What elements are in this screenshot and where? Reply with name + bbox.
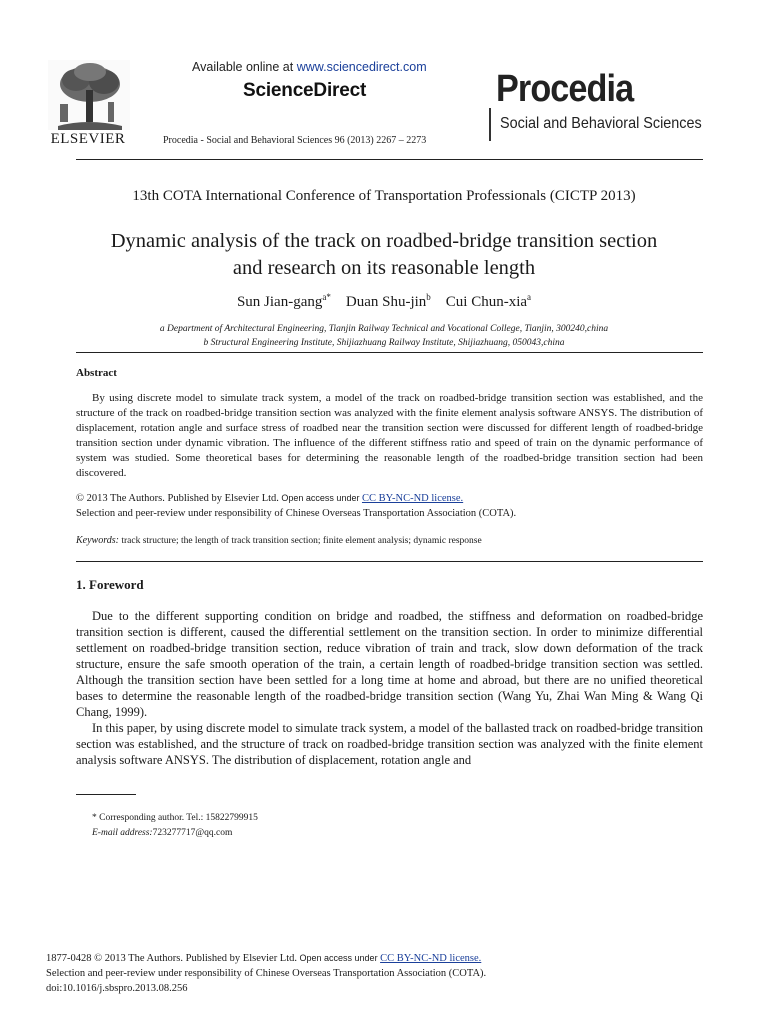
author-affil-mark: a* — [322, 292, 331, 302]
body-text — [76, 608, 703, 768]
paragraph: Due to the different supporting condition on bridge and roadbed, the stiffness and deformation on roadbed-bridge transition section is different, caused the differential settlement on the transition section. In order to minimize differential settlement on roadbed-bridge transition section, reduce vibration of train and track, slow down deformation of the track structure, ensure the safe smooth operation of the train, a certain length of roadbed-bridge transition section was settled. Although the transition section have been settled for a long time at home and abroad, but there are no unified theoretical bases to determine the reasonable length of the roadbed-bridge transition section (Wang Yu, Zhai Wan Ming & Wang Qi Chang, 1999). — [76, 609, 703, 719]
footnote — [92, 811, 258, 841]
open-access-text: Open access under — [297, 953, 381, 963]
abstract-heading: Abstract — [76, 367, 117, 379]
journal-subtitle: Social and Behavioral Sciences — [500, 115, 702, 132]
email-address[interactable]: 723277717@qq.com — [152, 828, 233, 838]
sciencedirect-link[interactable]: www.sciencedirect.com — [296, 60, 427, 74]
copyright-notice — [76, 491, 703, 521]
doi[interactable]: doi:10.1016/j.sbspro.2013.08.256 — [46, 983, 188, 994]
available-online-line — [192, 60, 427, 74]
corresponding-author: * Corresponding author. Tel.: 15822799915 — [92, 813, 258, 823]
keywords-list: track structure; the length of track transition section; finite element analysis; dynamic response — [121, 536, 482, 546]
license-link[interactable]: CC BY-NC-ND license. — [380, 953, 482, 964]
section-heading: 1. Foreword — [76, 577, 144, 592]
affiliation-b: b Structural Engineering Institute, Shijiazhuang Railway Institute, Shijiazhuang, 050043,china — [203, 338, 565, 348]
elsevier-wordmark: ELSEVIER — [50, 131, 126, 147]
author-list — [0, 292, 768, 311]
paragraph: In this paper, by using discrete model to simulate track system, a model of the ballasted track on roadbed-bridge transition section was established, and the structure of track on roadbed-bridge transition section was analyzed with the finite element analysis software ANSYS. The distribution of displacement, rotation angle and — [76, 721, 703, 767]
peer-review-note: Selection and peer-review under responsibility of Chinese Overseas Transportation Association (COTA). — [76, 508, 517, 519]
abstract-bottom-rule — [76, 561, 703, 562]
conference-name: 13th COTA International Conference of Transportation Professionals (CICTP 2013) — [132, 188, 636, 204]
paper-title — [60, 228, 708, 282]
affiliation-a: a Department of Architectural Engineering, Tianjin Railway Technical and Vocational College, Tianjin, 300240,china — [159, 324, 609, 334]
available-prefix: Available online at — [192, 60, 297, 74]
email-label: E-mail address: — [92, 828, 153, 838]
peer-review-note: Selection and peer-review under responsibility of Chinese Overseas Transportation Association (COTA). — [46, 968, 487, 979]
author-name: Duan Shu-jin — [345, 294, 427, 310]
author-name: Cui Chun-xia — [445, 294, 528, 310]
abstract-text: By using discrete model to simulate track system, a model of the track on roadbed-bridge transition section was established, and the structure of the track on roadbed-bridge transition section was analyzed with the finite element analysis software ANSYS. The distribution of displacement, rotation angle and surface stress of roadbed near the transition section were discussed for different length of roadbed-bridge transition section under dynamic vibration. The influence of the different stiffness ratio and speed of train on the dynamic performance of system was studied. Some theoretical bases for determining the reasonable length of the roadbed-bridge transition section had been discovered. — [76, 392, 703, 479]
author-affil-mark: a — [527, 292, 532, 302]
open-access-text: Open access under — [278, 493, 362, 503]
author-affil-mark: b — [426, 292, 431, 302]
header-rule — [76, 159, 703, 160]
title-line-1: Dynamic analysis of the track on roadbed-bridge transition section — [110, 230, 658, 252]
author-name: Sun Jian-gang — [236, 294, 323, 310]
keywords — [76, 535, 482, 546]
journal-reference: Procedia - Social and Behavioral Sciences 96 (2013) 2267 – 2273 — [163, 135, 427, 146]
publication-info — [46, 951, 486, 996]
copyright-text: © 2013 The Authors. Published by Elsevier Ltd. — [76, 493, 279, 504]
issn-copyright: 1877-0428 © 2013 The Authors. Published by Elsevier Ltd. — [46, 953, 298, 964]
sciencedirect-logo: ScienceDirect — [243, 80, 367, 101]
procedia-logo: Procedia — [496, 68, 634, 110]
title-line-2: and research on its reasonable length — [232, 257, 536, 279]
keywords-label: Keywords: — [76, 535, 119, 546]
abstract-top-rule — [76, 352, 703, 353]
license-link[interactable]: CC BY-NC-ND license. — [361, 493, 464, 504]
procedia-divider — [489, 108, 491, 141]
footnote-rule — [76, 794, 136, 795]
